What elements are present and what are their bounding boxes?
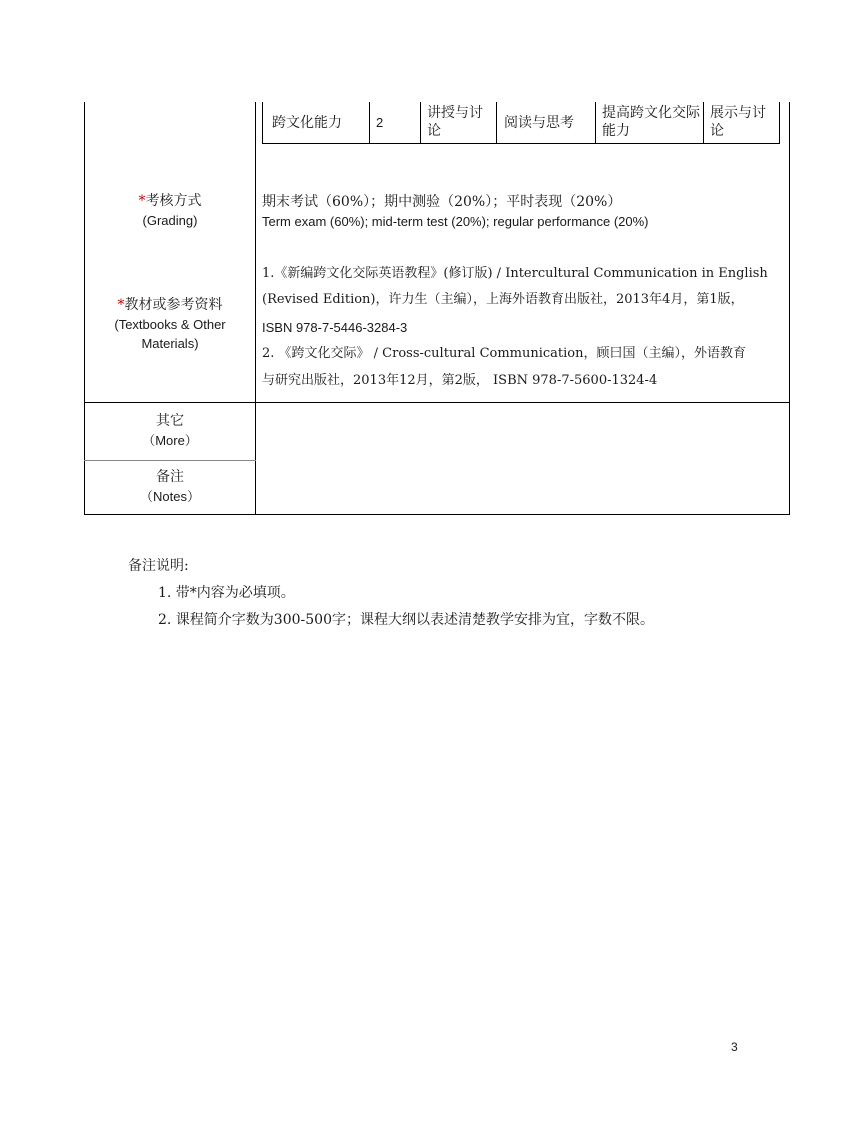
- inner-table-left-border: [262, 102, 263, 144]
- table-left-border: [84, 102, 85, 515]
- inner-table-col-divider: [496, 102, 497, 144]
- required-mark: *: [117, 297, 125, 313]
- footnotes-heading: 备注说明:: [128, 558, 189, 574]
- footnote-item: 1. 带*内容为必填项。: [158, 585, 295, 601]
- textbooks-label-en: Materials): [141, 336, 199, 351]
- inner-cell-hours: 2: [376, 115, 384, 130]
- textbook-line: 2. 《跨文化交际》 / Cross-cultural Communication，顾曰国（主编），外语教育: [262, 346, 747, 361]
- notes-label: [86, 468, 254, 506]
- grading-label-en: (Grading): [142, 213, 198, 228]
- grading-label: [86, 192, 254, 230]
- inner-cell-assessment: 展示与讨论: [710, 105, 766, 139]
- textbook-line: (Revised Edition)，许力生（主编），上海外语教育出版社，2013年4月，第1版，: [262, 292, 744, 307]
- grading-label-cn: 考核方式: [145, 193, 202, 209]
- inner-table-col-divider: [369, 102, 370, 144]
- inner-cell-activity: 阅读与思考: [504, 115, 574, 131]
- row-divider-notes-left: [84, 460, 256, 461]
- grading-content-en: Term exam (60%); mid-term test (20%); regular performance (20%): [262, 214, 649, 229]
- inner-table-col-divider: [703, 102, 704, 144]
- inner-table-col-divider: [595, 102, 596, 144]
- row-divider-more: [84, 402, 790, 403]
- inner-cell-objective: 提高跨文化交际能力: [602, 105, 700, 139]
- table-bottom-border: [84, 514, 790, 515]
- textbooks-label: [86, 296, 254, 353]
- notes-label-cn: 备注: [156, 469, 184, 485]
- column-divider: [255, 102, 256, 515]
- more-label-cn: 其它: [156, 413, 184, 429]
- textbook-line: ISBN 978-7-5446-3284-3: [262, 320, 408, 335]
- inner-cell-topic: 跨文化能力: [272, 115, 342, 131]
- textbook-line: 与研究出版社，2013年12月，第2版， ISBN 978-7-5600-1324-4: [262, 373, 658, 388]
- textbook-line: 1.《新编跨文化交际英语教程》(修订版) / Intercultural Communication in English: [262, 266, 768, 281]
- grading-content-cn: 期末考试（60%）；期中测验（20%）；平时表现（20%）: [262, 194, 622, 210]
- footnote-item: 2. 课程简介字数为300-500字；课程大纲以表述清楚教学安排为宜，字数不限。: [158, 612, 654, 628]
- more-label-en: （More）: [142, 433, 198, 448]
- required-mark: *: [138, 193, 146, 209]
- inner-table-col-divider: [420, 102, 421, 144]
- notes-label-en: （Notes）: [140, 489, 200, 504]
- inner-table-right-border: [779, 102, 780, 144]
- textbooks-label-cn: 教材或参考资料: [124, 297, 223, 313]
- table-right-border: [789, 102, 790, 515]
- inner-table-bottom-border: [262, 143, 780, 144]
- grading-content: [262, 192, 787, 231]
- more-label: [86, 412, 254, 450]
- textbooks-label-en: (Textbooks & Other: [114, 317, 226, 332]
- page-number: 3: [731, 1040, 738, 1054]
- inner-cell-method: 讲授与讨论: [427, 105, 483, 139]
